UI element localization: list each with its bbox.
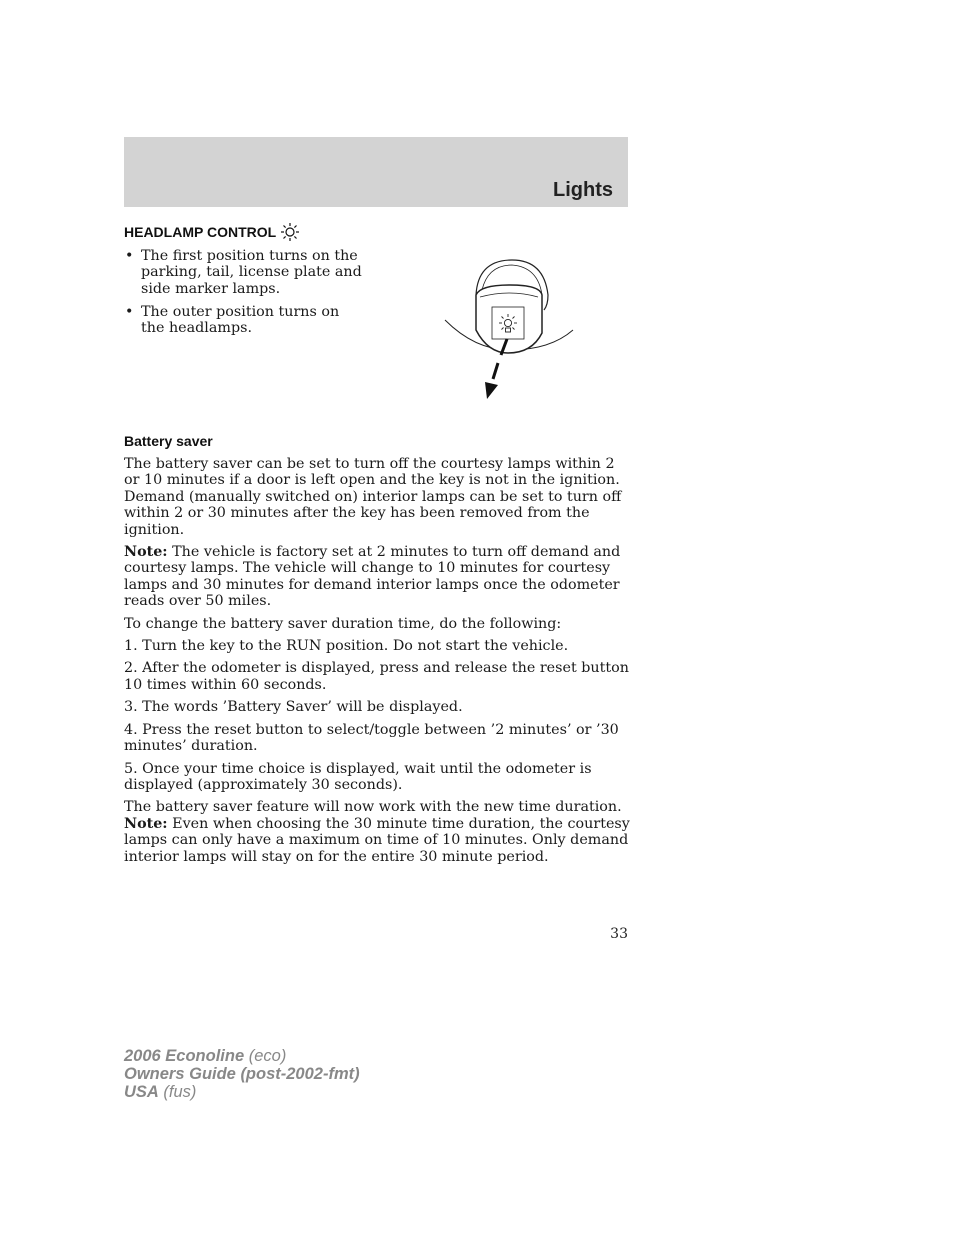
note-text: The vehicle is factory set at 2 minutes to turn off demand and courtesy lamps. The vehicle will change to 10 minutes for courtesy lamps and 30 minutes for demand interior lamps once the odometer reads over 50 miles. (124, 544, 621, 610)
closing-text: The battery saver feature will now work with the new time duration. (124, 799, 622, 816)
intro-paragraph: The battery saver can be set to turn off the courtesy lamps within 2 or 10 minutes if a door is left open and the key is not in the ignition. Demand (manually switched on) interior lamps can be set to turn off within 2 or 30 minutes after the key has been removed from the ignition. (124, 456, 622, 538)
bullet-item (124, 304, 364, 337)
note-text: Even when choosing the 30 minute time duration, the courtesy lamps can only have a maximum on time of 10 minutes. Only demand interior lamps will stay on for the entire 30 minute period. (124, 815, 630, 865)
headlamp-sun-icon (279, 222, 301, 242)
bullet-text: The outer position turns on the headlamps. (141, 303, 340, 337)
footer-line (124, 1047, 360, 1065)
footer-line (124, 1065, 360, 1083)
step-item: 3. The words ’Battery Saver’ will be displayed. (124, 699, 463, 716)
note-label: Note: (124, 815, 168, 832)
bullet-marker: • (125, 303, 134, 320)
footer-guide: Owners Guide (post-2002-fmt) (124, 1065, 360, 1083)
closing-paragraph (124, 799, 632, 865)
step-item: 1. Turn the key to the RUN position. Do not start the vehicle. (124, 638, 569, 655)
section-header-band (124, 137, 628, 207)
battery-saver-body (124, 456, 632, 871)
headlamp-control-heading-text: HEADLAMP CONTROL (124, 224, 277, 240)
headlamp-control-heading (124, 222, 301, 242)
footer-line (124, 1083, 360, 1101)
footer-market: USA (124, 1083, 159, 1101)
steps-intro: To change the battery saver duration time, do the following: (124, 615, 562, 632)
footer-market-code: (fus) (158, 1083, 197, 1101)
step-item: 4. Press the reset button to select/toggle between ’2 minutes’ or ’30 minutes’ duration. (124, 721, 619, 755)
footer-model: 2006 Econoline (124, 1047, 245, 1065)
step-item: 5. Once your time choice is displayed, wait until the odometer is displayed (approximately 30 seconds). (124, 760, 592, 793)
document-footer (124, 1047, 360, 1101)
battery-saver-heading: Battery saver (124, 433, 213, 449)
note-label: Note: (124, 544, 168, 561)
headlamp-bullet-list (124, 248, 364, 343)
step-item: 2. After the odometer is displayed, press and release the reset button 10 times within 60 seconds. (124, 660, 629, 693)
headlamp-switch-illustration (440, 255, 580, 405)
bullet-marker: • (125, 248, 134, 264)
bullet-text: The first position turns on the parking, tail, license plate and side marker lamps. (141, 248, 362, 297)
section-title: Lights (553, 179, 613, 201)
bullet-item (124, 248, 364, 297)
footer-model-code: (eco) (244, 1047, 287, 1065)
page-number: 33 (610, 926, 628, 942)
note-paragraph (124, 544, 632, 610)
